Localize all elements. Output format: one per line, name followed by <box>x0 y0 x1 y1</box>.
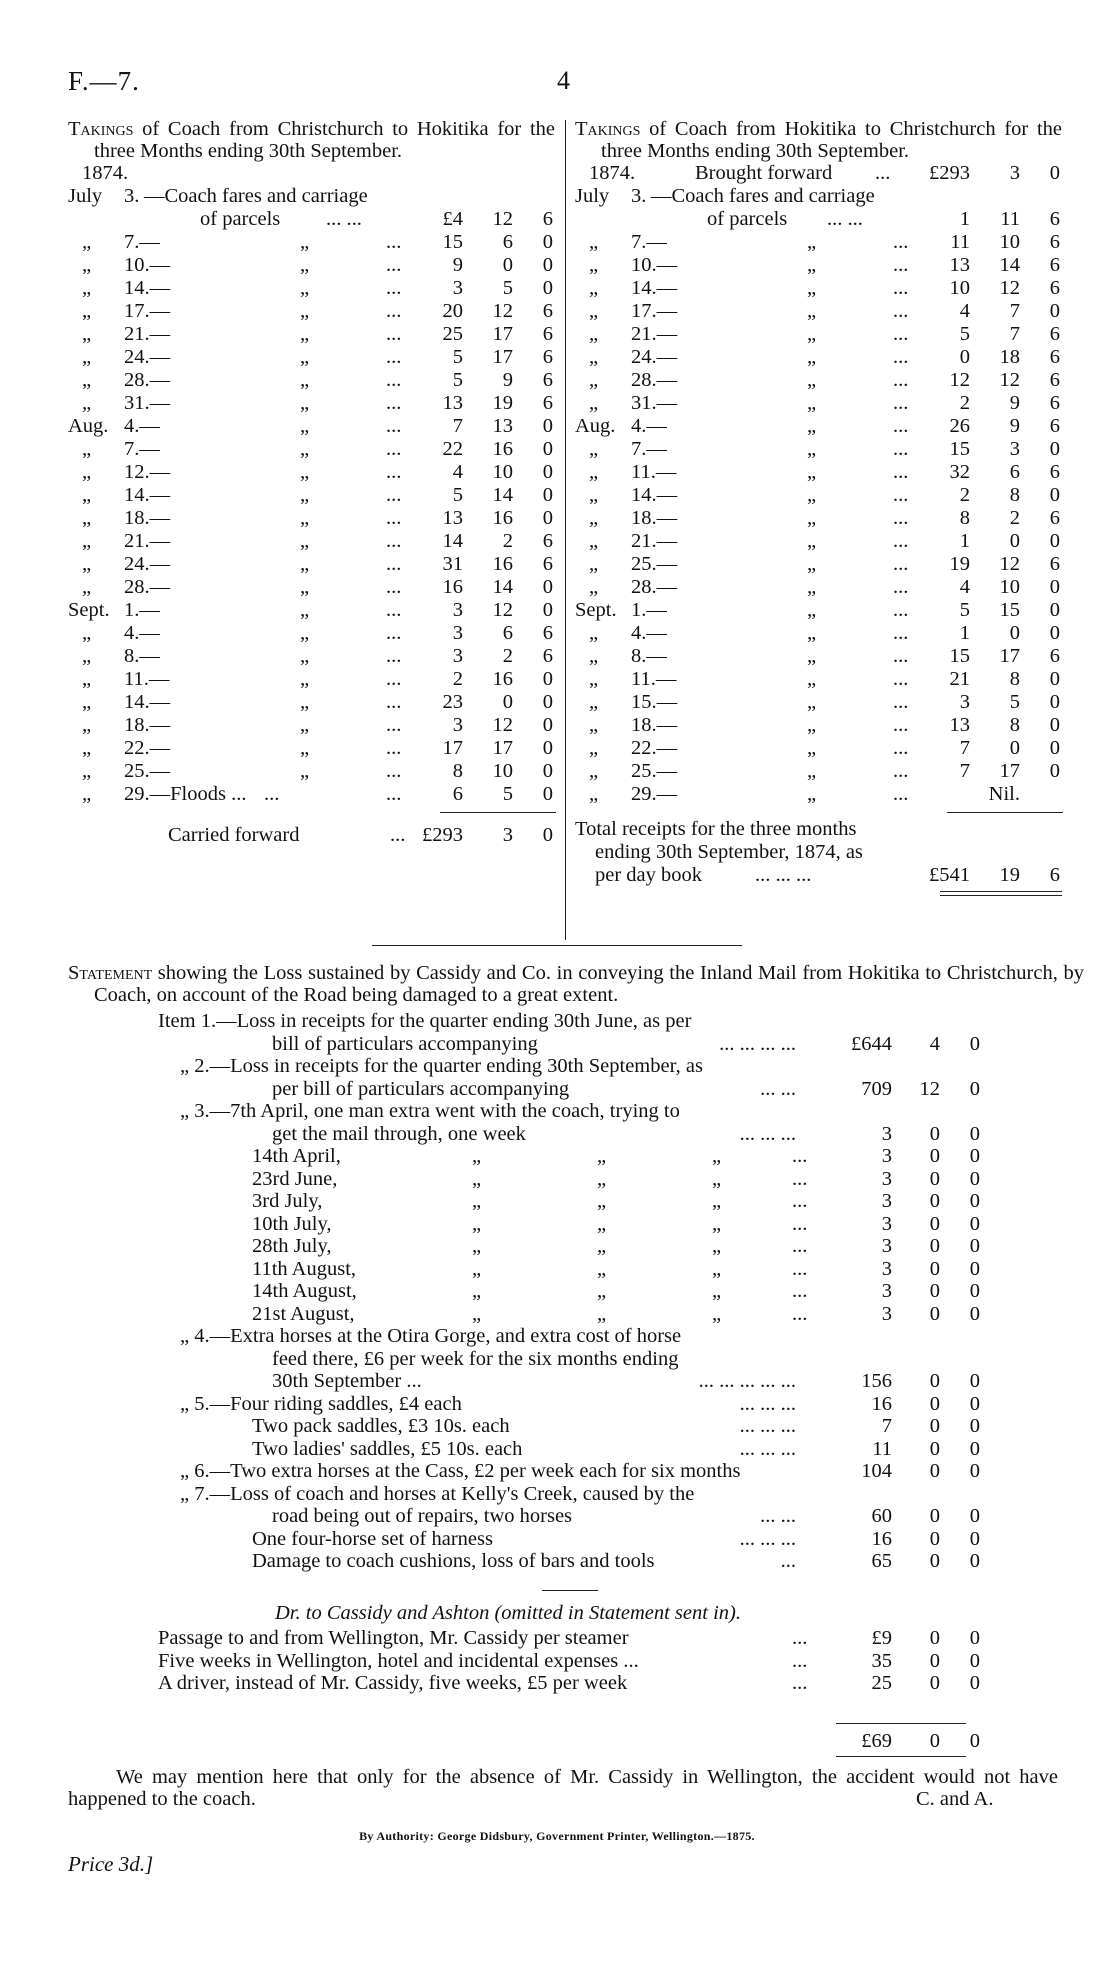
signature: C. and A. <box>916 1788 994 1810</box>
statement-line: Two pack saddles, £3 10s. each ... ... ... 7 0 0 <box>252 1415 980 1437</box>
left-takings-row: „ 10.— „ ... 9 0 0 <box>82 254 553 276</box>
left-first-row-b: of parcels ... ... £4 12 6 <box>200 208 553 230</box>
statement-line: Two ladies' saddles, £5 10s. each ... ... ... 11 0 0 <box>252 1437 980 1460</box>
left-takings-table <box>68 118 555 847</box>
left-takings-row: „ 14.— „ ... 3 5 0 <box>82 277 553 299</box>
right-takings-row: „ 22.— „ ... 7 0 0 <box>589 737 1060 759</box>
left-carried-row: Carried forward ... £293 3 0 <box>168 824 553 846</box>
left-takings-row: „ 22.— „ ... 17 17 0 <box>82 737 553 759</box>
left-year-row: 1874. <box>82 162 129 184</box>
left-takings-row: „ 21.— „ ... 14 2 6 <box>82 530 553 552</box>
right-total-rule-1 <box>940 891 1062 892</box>
statement-line: 21st August, „ „ „ ... 3 0 0 <box>252 1302 980 1325</box>
dr-line: Passage to and from Wellington, Mr. Cassidy per steamer ... £9 0 0 <box>158 1627 980 1649</box>
statement-line: 11th August, „ „ „ ... 3 0 0 <box>252 1257 980 1280</box>
right-title: Takings of Coach from Hokitika to Christchurch for the three Months ending 30th September. <box>575 118 1062 162</box>
right-first-row-a: July 3. —Coach fares and carriage <box>575 185 875 207</box>
dr-total-rule-2 <box>836 1756 966 1757</box>
printer-authority: By Authority: George Didsbury, Government Printer, Wellington.—1875. <box>359 1829 755 1843</box>
right-takings-row: „ 8.— „ ... 15 17 6 <box>589 645 1060 667</box>
right-sum-rule <box>947 812 1063 813</box>
statement-line: feed there, £6 per week for the six months ending <box>272 1347 679 1370</box>
right-takings-row: „ 29.— „ ... Nil. <box>589 783 1020 805</box>
statement-line: bill of particulars accompanying ... ... ... ... £644 4 0 <box>272 1032 980 1055</box>
statement-line: 28th July, „ „ „ ... 3 0 0 <box>252 1235 980 1257</box>
left-takings-row: „ 25.— „ ... 8 10 0 <box>82 760 553 782</box>
right-takings-row: „ 25.— „ ... 7 17 0 <box>589 760 1060 782</box>
right-takings-row: „ 14.— „ ... 10 12 6 <box>589 277 1060 299</box>
statement-line: per bill of particulars accompanying ... ... 709 12 0 <box>272 1077 980 1100</box>
statement-line: „ 5.—Four riding saddles, £4 each ... ... ... 16 0 0 <box>180 1392 980 1415</box>
statement-line: 14th August, „ „ „ ... 3 0 0 <box>252 1280 980 1302</box>
right-takings-row: „ 18.— „ ... 13 8 0 <box>589 714 1060 736</box>
right-takings-row: „ 17.— „ ... 4 7 0 <box>589 300 1060 322</box>
left-takings-row: „ 28.— „ ... 5 9 6 <box>82 369 553 391</box>
dr-rule <box>542 1590 598 1591</box>
dr-items <box>0 1627 1114 1695</box>
right-takings-row: „ 25.— „ ... 19 12 6 <box>589 553 1060 575</box>
left-takings-row: „ 7.— „ ... 15 6 0 <box>82 231 553 253</box>
document-ref: F.—7. <box>68 66 140 96</box>
left-takings-row: „ 29.—Floods ... ... ... 6 5 0 <box>82 783 553 805</box>
right-takings-row: „ 11.— „ ... 32 6 6 <box>589 461 1060 483</box>
left-takings-row: „ 18.— „ ... 3 12 0 <box>82 714 553 736</box>
right-first-row-b: of parcels ... ... 1 11 6 <box>707 208 1060 230</box>
statement-line: 3rd July, „ „ „ ... 3 0 0 <box>252 1190 980 1212</box>
right-takings-row: „ 10.— „ ... 13 14 6 <box>589 254 1060 276</box>
right-takings-row: „ 31.— „ ... 2 9 6 <box>589 392 1060 414</box>
left-takings-row: „ 18.— „ ... 13 16 0 <box>82 507 553 529</box>
left-takings-row: „ 24.— „ ... 5 17 6 <box>82 346 553 368</box>
right-takings-row: Aug. 4.— „ ... 26 9 6 <box>575 415 1060 437</box>
right-total-row1: Total receipts for the three months <box>575 818 857 840</box>
statement-items <box>0 1010 1114 1573</box>
statement-line: „ 4.—Extra horses at the Otira Gorge, and extra cost of horse <box>180 1325 682 1347</box>
footer-note: We may mention here that only for the absence of Mr. Cassidy in Wellington, the accident would not have happened to the coach. C. and A. <box>68 1766 1058 1810</box>
left-takings-row: „ 21.— „ ... 25 17 6 <box>82 323 553 345</box>
right-takings-row: „ 7.— „ ... 15 3 0 <box>589 438 1060 460</box>
dr-line: Five weeks in Wellington, hotel and incidental expenses ... ... 35 0 0 <box>158 1649 980 1672</box>
left-takings-row: „ 24.— „ ... 31 16 6 <box>82 553 553 575</box>
right-takings-row: „ 18.— „ ... 8 2 6 <box>589 507 1060 529</box>
left-takings-row: Aug. 4.— „ ... 7 13 0 <box>68 415 553 437</box>
dr-total-rule <box>836 1723 966 1724</box>
left-takings-row: „ 14.— „ ... 5 14 0 <box>82 484 553 506</box>
right-total-rule-2 <box>940 895 1062 896</box>
dr-line: A driver, instead of Mr. Cassidy, five weeks, £5 per week ... 25 0 0 <box>158 1672 980 1694</box>
statement-line: 10th July, „ „ „ ... 3 0 0 <box>252 1212 980 1235</box>
dr-total-row: £69 0 0 <box>861 1730 980 1752</box>
left-takings-row: „ 31.— „ ... 13 19 6 <box>82 392 553 414</box>
left-takings-row: „ 4.— „ ... 3 6 6 <box>82 622 553 644</box>
statement-line: get the mail through, one week ... ... ... 3 0 0 <box>272 1122 980 1145</box>
statement-line: 23rd June, „ „ „ ... 3 0 0 <box>252 1167 980 1190</box>
right-takings-row: „ 4.— „ ... 1 0 0 <box>589 622 1060 644</box>
price: Price 3d.] <box>68 1852 154 1876</box>
statement-title: Statement showing the Loss sustained by Cassidy and Co. in conveying the Inland Mail from Hokitika to Christchurch, by Coach, on account of the Road being damaged to a great extent. <box>68 962 1084 1006</box>
left-title: Takings of Coach from Christchurch to Hokitika for the three Months ending 30th September. <box>68 118 555 162</box>
right-total-row3: per day book ... ... ... £541 19 6 <box>595 864 1060 886</box>
left-takings-row: „ 7.— „ ... 22 16 0 <box>82 438 553 460</box>
statement-line: 30th September ... ... ... ... ... ... 156 0 0 <box>272 1370 980 1392</box>
page-number: 4 <box>557 66 570 95</box>
right-takings-row: „ 15.— „ ... 3 5 0 <box>589 691 1060 713</box>
right-brought-row: 1874. Brought forward ... £293 3 0 <box>589 162 1060 184</box>
right-total-row2: ending 30th September, 1874, as <box>595 841 863 863</box>
left-takings-row: „ 14.— „ ... 23 0 0 <box>82 691 553 713</box>
statement-line: 14th April, „ „ „ ... 3 0 0 <box>252 1145 980 1167</box>
left-takings-row: Sept. 1.— „ ... 3 12 0 <box>68 599 553 621</box>
left-takings-row: „ 17.— „ ... 20 12 6 <box>82 300 553 322</box>
right-takings-row: „ 28.— „ ... 12 12 6 <box>589 369 1060 391</box>
left-takings-row: „ 8.— „ ... 3 2 6 <box>82 645 553 667</box>
left-sum-rule <box>440 812 556 813</box>
right-takings-table <box>575 118 1062 887</box>
statement-line: Damage to coach cushions, loss of bars and tools ... 65 0 0 <box>252 1550 980 1572</box>
statement-line: „ 6.—Two extra horses at the Cass, £2 per week each for six months 104 0 0 <box>180 1460 980 1482</box>
dr-title: Dr. to Cassidy and Ashton (omitted in Statement sent in). <box>275 1602 741 1624</box>
section-rule <box>372 945 742 946</box>
column-divider <box>565 120 566 940</box>
right-takings-row: „ 21.— „ ... 1 0 0 <box>589 530 1060 552</box>
right-takings-row: „ 28.— „ ... 4 10 0 <box>589 576 1060 598</box>
left-first-row-a: July 3. —Coach fares and carriage <box>68 185 368 207</box>
left-takings-row: „ 12.— „ ... 4 10 0 <box>82 461 553 483</box>
right-takings-row: Sept. 1.— „ ... 5 15 0 <box>575 599 1060 621</box>
right-takings-row: „ 14.— „ ... 2 8 0 <box>589 484 1060 506</box>
right-takings-row: „ 21.— „ ... 5 7 6 <box>589 323 1060 345</box>
statement-line: „ 3.—7th April, one man extra went with the coach, trying to <box>180 1100 680 1122</box>
left-takings-row: „ 28.— „ ... 16 14 0 <box>82 576 553 598</box>
right-takings-row: „ 7.— „ ... 11 10 6 <box>589 231 1060 253</box>
statement-line: „ 2.—Loss in receipts for the quarter ending 30th September, as <box>180 1055 703 1077</box>
statement-line: road being out of repairs, two horses ... ... 60 0 0 <box>272 1505 980 1527</box>
statement-line: Item 1.—Loss in receipts for the quarter ending 30th June, as per <box>158 1010 692 1032</box>
right-takings-row: „ 11.— „ ... 21 8 0 <box>589 668 1060 690</box>
statement-line: „ 7.—Loss of coach and horses at Kelly's Creek, caused by the <box>180 1482 695 1505</box>
right-takings-row: „ 24.— „ ... 0 18 6 <box>589 346 1060 368</box>
statement-line: One four-horse set of harness ... ... ... 16 0 0 <box>252 1527 980 1550</box>
left-takings-row: „ 11.— „ ... 2 16 0 <box>82 668 553 690</box>
